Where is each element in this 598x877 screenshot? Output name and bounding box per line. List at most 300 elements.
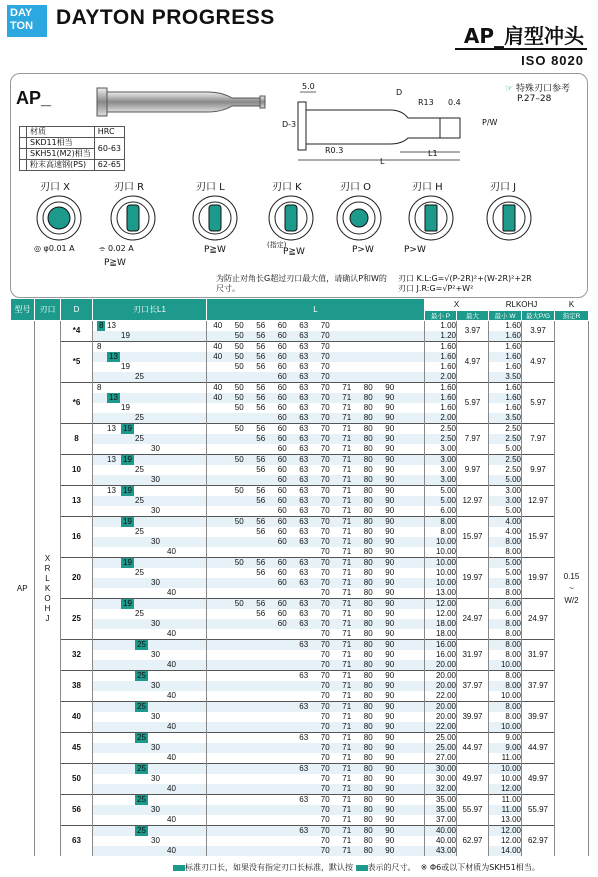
- l-value: 71: [342, 722, 352, 731]
- l-value: 56: [256, 321, 266, 330]
- l-lengths-cell: [207, 517, 425, 528]
- l-value: 71: [342, 486, 352, 495]
- l-value: 70: [320, 352, 330, 361]
- x-max: 12.97: [457, 486, 489, 517]
- l-value: 71: [342, 558, 352, 567]
- l-value: 70: [320, 517, 330, 526]
- w-min: 12.00: [489, 784, 522, 795]
- x-min-p: 1.60: [425, 362, 457, 372]
- l-value: 60: [277, 352, 287, 361]
- l-value: 70: [320, 609, 330, 618]
- dimension-drawing: [290, 82, 500, 172]
- w-min: 8.00: [489, 588, 522, 599]
- l1-value: 30: [151, 805, 160, 814]
- l-value: 80: [363, 640, 373, 649]
- l1-cell: [93, 836, 207, 846]
- l-lengths-cell: [207, 588, 425, 599]
- l-value: 70: [320, 660, 330, 669]
- l-value: 80: [363, 712, 373, 721]
- l-value: 70: [320, 795, 330, 804]
- tip-type: R: [44, 563, 51, 573]
- w-min: 12.00: [489, 836, 522, 846]
- l-value: 50: [234, 383, 244, 392]
- table-row: [11, 733, 589, 744]
- x-min-p: 16.00: [425, 640, 457, 651]
- l1-value: 19: [121, 362, 130, 371]
- l-value: 71: [342, 691, 352, 700]
- l-value: 90: [385, 599, 395, 608]
- l-value: 90: [385, 568, 395, 577]
- pg-max: 39.97: [522, 702, 555, 733]
- l1-value: 25: [137, 795, 146, 804]
- l-value: 63: [299, 733, 309, 742]
- l-lengths-cell: [207, 372, 425, 383]
- x-max: 55.97: [457, 795, 489, 826]
- w-min: 8.00: [489, 712, 522, 722]
- table-row: [11, 681, 589, 691]
- x-min-p: 43.00: [425, 846, 457, 856]
- x-max: 15.97: [457, 517, 489, 558]
- tol-value-1: 0.01: [48, 244, 67, 253]
- l1-value: 19: [123, 424, 132, 433]
- l1-cell: [93, 691, 207, 702]
- diameter-cell: 56: [61, 795, 93, 826]
- l1-cell: [93, 650, 207, 660]
- w-min: 8.00: [489, 671, 522, 682]
- x-min-p: 8.00: [425, 527, 457, 537]
- x-min-p: 1.60: [425, 342, 457, 353]
- x-min-p: 1.60: [425, 352, 457, 362]
- l-value: 90: [385, 619, 395, 628]
- x-max: 4.97: [457, 342, 489, 383]
- x-min-p: 20.00: [425, 712, 457, 722]
- l-lengths-cell: [207, 362, 425, 372]
- x-min-p: 20.00: [425, 671, 457, 682]
- l-value: 80: [363, 702, 373, 711]
- l1-value: 30: [151, 774, 160, 783]
- l-value: 80: [363, 393, 373, 402]
- dim-r03: R0.3: [325, 146, 344, 155]
- l-lengths-cell: [207, 321, 425, 332]
- l-value: 60: [277, 517, 287, 526]
- l-value: 90: [385, 383, 395, 392]
- table-row: [11, 342, 589, 353]
- l-lengths-cell: [207, 640, 425, 651]
- table-row: [11, 836, 589, 846]
- l-value: 63: [299, 475, 309, 484]
- tip-types-cell: [35, 321, 61, 857]
- l-lengths-cell: [207, 609, 425, 619]
- x-min-p: 32.00: [425, 784, 457, 795]
- table-row: [11, 537, 589, 547]
- l-value: 70: [320, 805, 330, 814]
- w-min: 3.50: [489, 413, 522, 424]
- l-value: 80: [363, 629, 373, 638]
- l-value: 56: [256, 527, 266, 536]
- l1-cell: [93, 774, 207, 784]
- table-row: [11, 517, 589, 528]
- size-warning: 为防止对角长G超过刃口最大值，请确认P和W的尺寸。: [216, 274, 387, 293]
- l1-cell: [93, 764, 207, 775]
- w-min: 1.60: [489, 362, 522, 372]
- l1-value: 30: [151, 578, 160, 587]
- l-value: 90: [385, 650, 395, 659]
- l-value: 70: [320, 444, 330, 453]
- l1-value: 25: [137, 764, 146, 773]
- table-row: [11, 805, 589, 815]
- l-value: 56: [256, 383, 266, 392]
- pg-max: 62.97: [522, 826, 555, 857]
- table-row: [11, 383, 589, 394]
- l-value: 70: [320, 774, 330, 783]
- l-value: 71: [342, 444, 352, 453]
- l1-value: 40: [167, 753, 176, 762]
- pg-max: 4.97: [522, 342, 555, 383]
- l-value: 63: [299, 609, 309, 618]
- l-value: 90: [385, 784, 395, 793]
- l-value: 80: [363, 609, 373, 618]
- l-value: 71: [342, 619, 352, 628]
- l-value: 70: [320, 321, 330, 330]
- material-header: 材质: [27, 127, 95, 138]
- table-row: [11, 331, 589, 342]
- x-min-p: 1.00: [425, 321, 457, 332]
- l-value: 60: [277, 506, 287, 515]
- l-value: 90: [385, 393, 395, 402]
- l-value: 71: [342, 753, 352, 762]
- x-min-p: 2.00: [425, 413, 457, 424]
- table-row: [11, 722, 589, 733]
- l-value: 63: [299, 434, 309, 443]
- table-row: [11, 660, 589, 671]
- l-value: 90: [385, 795, 395, 804]
- l-value: 56: [256, 486, 266, 495]
- l1-value: 8: [97, 383, 102, 392]
- l-lengths-cell: [207, 846, 425, 856]
- l1-value: 30: [151, 836, 160, 845]
- l-value: 70: [320, 537, 330, 546]
- l-value: 70: [320, 372, 330, 381]
- l-value: 50: [234, 517, 244, 526]
- x-max: 49.97: [457, 764, 489, 795]
- l-value: 90: [385, 527, 395, 536]
- l-lengths-cell: [207, 836, 425, 846]
- l1-value: 40: [167, 691, 176, 700]
- l1-value: 30: [151, 681, 160, 690]
- w-min: 10.00: [489, 764, 522, 775]
- l-value: 90: [385, 578, 395, 587]
- col-x-min: [425, 311, 457, 321]
- tip-shape-4: [328, 193, 390, 243]
- pg-max: 49.97: [522, 764, 555, 795]
- l-value: 70: [320, 733, 330, 742]
- special-tip-pages: P.27–28: [517, 94, 552, 104]
- l1-cell: [93, 362, 207, 372]
- diameter-cell: 38: [61, 671, 93, 702]
- l1-cell: [93, 547, 207, 558]
- l-value: 63: [299, 671, 309, 680]
- l-value: 70: [320, 568, 330, 577]
- table-row: [11, 434, 589, 444]
- tip-shape-6: [478, 193, 540, 243]
- l1-value: 8: [99, 321, 104, 330]
- l-lengths-cell: [207, 784, 425, 795]
- tol-box-2: ⌯ 0.02 A: [99, 244, 134, 253]
- tip-type: J: [45, 613, 50, 623]
- col-d: D: [61, 299, 93, 321]
- x-max: 5.97: [457, 383, 489, 424]
- l-value: 56: [256, 331, 266, 340]
- diameter-cell: *6: [61, 383, 93, 424]
- l-value: 80: [363, 413, 373, 422]
- w-min: 5.00: [489, 444, 522, 455]
- w-min: 8.00: [489, 578, 522, 588]
- l-value: 80: [363, 434, 373, 443]
- x-min-p: 2.50: [425, 424, 457, 435]
- table-row: [11, 506, 589, 517]
- highlight-swatch-2: [356, 865, 368, 871]
- x-min-p: 20.00: [425, 702, 457, 713]
- l-value: 63: [299, 764, 309, 773]
- w-min: 2.50: [489, 465, 522, 475]
- l-value: 50: [234, 486, 244, 495]
- x-min-p: 1.60: [425, 383, 457, 394]
- l1-cell: [93, 599, 207, 610]
- l-lengths-cell: [207, 681, 425, 691]
- l1-value: 25: [137, 640, 146, 649]
- l-value: 90: [385, 413, 395, 422]
- l-value: 80: [363, 650, 373, 659]
- dayton-logo: [7, 5, 47, 37]
- diameter-cell: 50: [61, 764, 93, 795]
- pg-max: 5.97: [522, 383, 555, 424]
- x-min-p: 35.00: [425, 795, 457, 806]
- l1-cell: [93, 722, 207, 733]
- w-min: 8.00: [489, 547, 522, 558]
- iso-standard: ISO 8020: [521, 53, 584, 68]
- dim-l: L: [380, 157, 385, 166]
- hrc-header: HRC: [94, 127, 124, 138]
- x-min-p: 1.60: [425, 393, 457, 403]
- l-value: 50: [234, 321, 244, 330]
- l-lengths-cell: [207, 413, 425, 424]
- x-min-p: 10.00: [425, 568, 457, 578]
- l-value: 80: [363, 826, 373, 835]
- material-skh51: SKH51(M2)相当: [27, 149, 95, 160]
- k-range-part: ~: [569, 583, 574, 593]
- w-min: 2.50: [489, 424, 522, 435]
- l1-cell: [93, 712, 207, 722]
- w-min: 13.00: [489, 815, 522, 826]
- l-value: 60: [277, 619, 287, 628]
- l1-cell: [93, 578, 207, 588]
- l-value: 60: [277, 455, 287, 464]
- l-value: 71: [342, 424, 352, 433]
- l-value: 90: [385, 722, 395, 731]
- table-row: [11, 640, 589, 651]
- x-max: 3.97: [457, 321, 489, 342]
- w-min: 8.00: [489, 640, 522, 651]
- l-value: 56: [256, 362, 266, 371]
- l-lengths-cell: [207, 671, 425, 682]
- table-row: [11, 815, 589, 826]
- l-value: 60: [277, 434, 287, 443]
- x-max: 39.97: [457, 702, 489, 733]
- l1-cell: [93, 588, 207, 599]
- l-value: 90: [385, 826, 395, 835]
- pg-max: 19.97: [522, 558, 555, 599]
- l-value: 80: [363, 764, 373, 773]
- l1-cell: [93, 784, 207, 795]
- l-value: 40: [213, 383, 223, 392]
- x-min-p: 13.00: [425, 588, 457, 599]
- l-value: 63: [299, 599, 309, 608]
- title-rule: [455, 48, 587, 50]
- l-lengths-cell: [207, 764, 425, 775]
- w-min: 4.00: [489, 527, 522, 537]
- l1-cell: [93, 660, 207, 671]
- l-value: 56: [256, 496, 266, 505]
- l-value: 63: [299, 424, 309, 433]
- l-lengths-cell: [207, 774, 425, 784]
- pg-max: 12.97: [522, 486, 555, 517]
- l-value: 63: [299, 486, 309, 495]
- w-min: 8.00: [489, 629, 522, 640]
- tip-label-2: 刃口 L: [196, 182, 225, 193]
- material-skd11: SKD11相当: [27, 138, 95, 149]
- table-row: [11, 599, 589, 610]
- x-max: 62.97: [457, 826, 489, 857]
- l1-value: 25: [135, 609, 144, 618]
- w-min: 11.00: [489, 805, 522, 815]
- l-value: 71: [342, 578, 352, 587]
- material-table: [19, 126, 125, 171]
- l-value: 63: [299, 568, 309, 577]
- l-value: 90: [385, 681, 395, 690]
- l-value: 63: [299, 321, 309, 330]
- l-value: 56: [256, 609, 266, 618]
- l1-cell: [93, 805, 207, 815]
- x-min-p: 40.00: [425, 836, 457, 846]
- l-value: 70: [320, 599, 330, 608]
- min2-label: 最小: [494, 313, 508, 320]
- pg-max: 55.97: [522, 795, 555, 826]
- l1-value: 13: [109, 393, 118, 402]
- diameter-cell: 63: [61, 826, 93, 857]
- diameter-cell: 20: [61, 558, 93, 599]
- l1-cell: [93, 342, 207, 353]
- l-value: 40: [213, 321, 223, 330]
- l-value: 63: [299, 496, 309, 505]
- l-value: 90: [385, 660, 395, 669]
- model-cell: AP: [11, 321, 35, 857]
- l1-cell: [93, 629, 207, 640]
- l-value: 70: [320, 434, 330, 443]
- l-value: 60: [277, 342, 287, 351]
- l-value: 60: [277, 475, 287, 484]
- l-value: 70: [320, 764, 330, 773]
- l-lengths-cell: [207, 352, 425, 362]
- l1-cell: [93, 403, 207, 413]
- l-lengths-cell: [207, 805, 425, 815]
- l-value: 90: [385, 743, 395, 752]
- footer-part-a: 标准刃口长，如果没有指定刃口长标准，默认按: [185, 863, 353, 872]
- l1-cell: [93, 352, 207, 362]
- l1-value: 40: [167, 660, 176, 669]
- w-min: 1.60: [489, 331, 522, 342]
- l-value: 71: [342, 826, 352, 835]
- l1-cell: [93, 795, 207, 806]
- l1-value: 40: [167, 722, 176, 731]
- l-lengths-cell: [207, 444, 425, 455]
- l-value: 71: [342, 784, 352, 793]
- l-value: 70: [320, 506, 330, 515]
- x-min-p: 25.00: [425, 743, 457, 753]
- pg-max: 31.97: [522, 640, 555, 671]
- table-row: [11, 671, 589, 682]
- x-min-p: 18.00: [425, 619, 457, 629]
- l-value: 70: [320, 629, 330, 638]
- l1-value: 40: [167, 547, 176, 556]
- l-value: 70: [320, 362, 330, 371]
- diameter-cell: 45: [61, 733, 93, 764]
- l-value: 80: [363, 681, 373, 690]
- col-k: K: [555, 299, 589, 311]
- x-min-p: 12.00: [425, 609, 457, 619]
- l-value: 71: [342, 496, 352, 505]
- l1-cell: [93, 702, 207, 713]
- l1-cell: [93, 681, 207, 691]
- l1-cell: [93, 753, 207, 764]
- tip-label-6: 刃口 J: [490, 182, 517, 193]
- l-lengths-cell: [207, 702, 425, 713]
- l-value: 70: [320, 743, 330, 752]
- l-value: 71: [342, 660, 352, 669]
- l-value: 90: [385, 558, 395, 567]
- diameter-cell: 8: [61, 424, 93, 455]
- l-value: 60: [277, 393, 287, 402]
- tol-value-2: 0.02: [107, 244, 126, 253]
- l-value: 70: [320, 383, 330, 392]
- w-min: 5.00: [489, 568, 522, 578]
- table-row: [11, 362, 589, 372]
- l-value: 70: [320, 496, 330, 505]
- w-min: 1.60: [489, 352, 522, 362]
- l1-cell: [93, 640, 207, 651]
- pg-max: 9.97: [522, 455, 555, 486]
- l-value: 70: [320, 558, 330, 567]
- l-value: 50: [234, 558, 244, 567]
- l-value: 80: [363, 506, 373, 515]
- table-row: [11, 774, 589, 784]
- l-value: 63: [299, 393, 309, 402]
- l-value: 50: [234, 403, 244, 412]
- l-value: 71: [342, 681, 352, 690]
- l-value: 60: [277, 424, 287, 433]
- col-tip: 刃口: [35, 299, 61, 321]
- l-value: 71: [342, 465, 352, 474]
- tip-shape-1: [102, 193, 164, 243]
- l1-value: 25: [135, 568, 144, 577]
- tip-shape-5: [400, 193, 462, 243]
- l-value: 80: [363, 784, 373, 793]
- l-lengths-cell: [207, 795, 425, 806]
- l-value: 70: [320, 836, 330, 845]
- cond-k: P≧W: [283, 247, 305, 257]
- l1-cell: [93, 506, 207, 517]
- table-row: [11, 846, 589, 856]
- l-value: 60: [277, 372, 287, 381]
